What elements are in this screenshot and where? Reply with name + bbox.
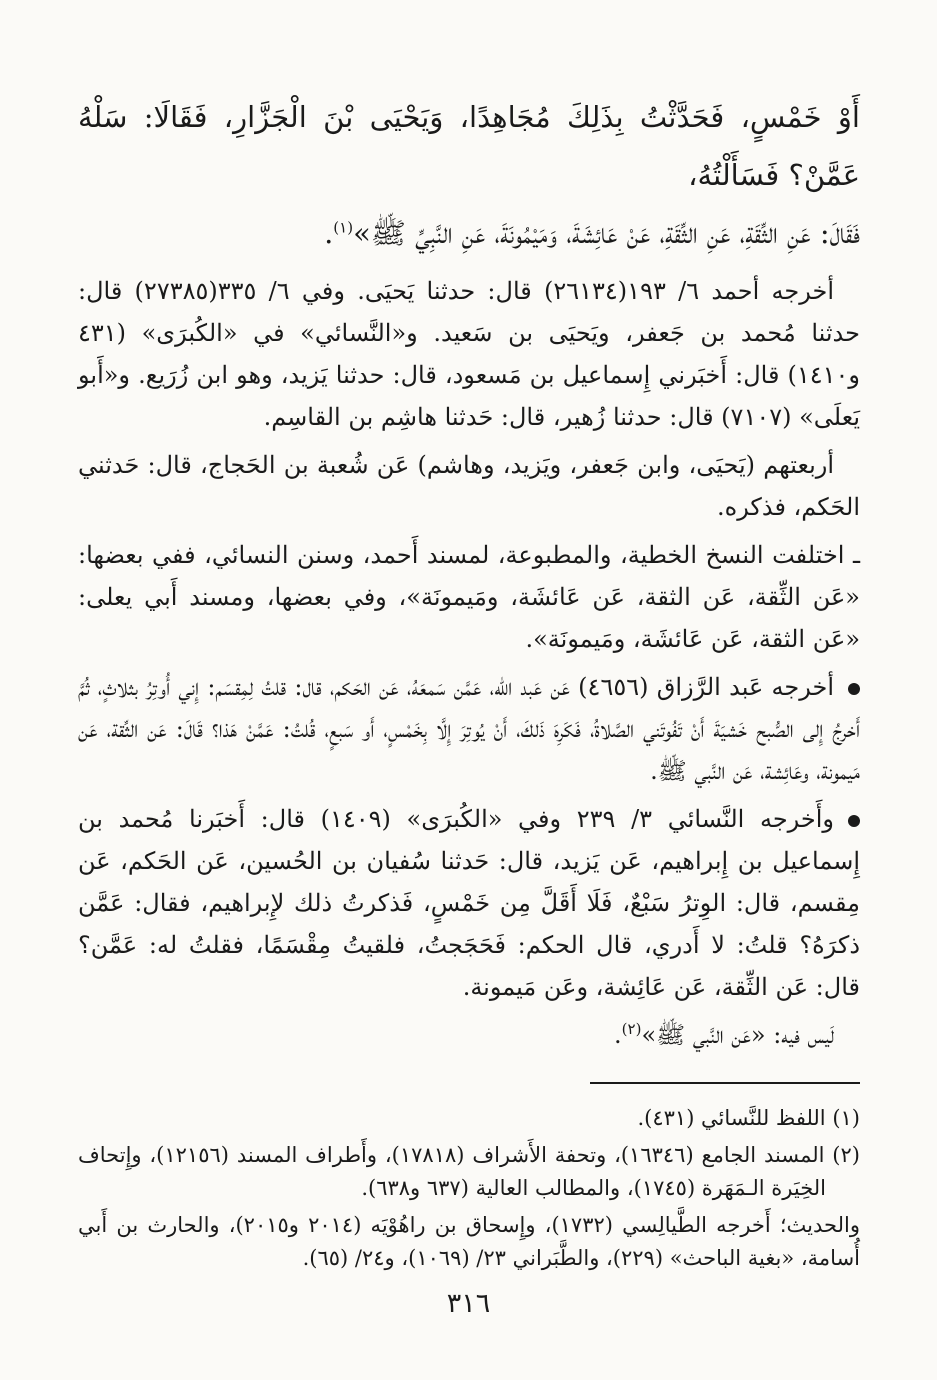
closing-end: . [614,1021,622,1049]
bullet-item [78,798,860,1008]
note-paragraph: ـ اختلفت النسخ الخطية، والمطبوعة، لمسند أَحمد، وسنن النسائي، ففي بعضها: «عَن الثِّقة، عَن الثقة، عَن عَائشَة، ومَيمونَة»، وفي بعضها، ومسند أَبي يعلى: «عَن الثقة، عَن عَائشَة، ومَيمونَة». [78,541,860,653]
bullet-dot-icon [848,683,860,695]
hadith-text-line-2 [78,204,860,262]
closing-text: لَيس فيه: «عَن النَّبي ﷺ» [641,1021,834,1049]
hadith-text: فَقَالَ: عَنِ الثِّقَةِ، عَنِ الثِّقَةِ، عَنْ عَائِشَةَ، وَمَيْمُونَةَ، عَنِ النَّبِيِّ ﷺ» [353,216,860,250]
footnote-ref-2: (٢) [621,1020,642,1038]
footnote-2: (٢) المسند الجامع (١٦٣٤٦)، وتحفة الأَشراف (١٧٨١٨)، وأَطراف المسند (١٢١٥٦)، وإِتحاف الخِيَرة الـمَهَرة (١٧٤٥)، والمطالب العالية (٦٣٧ و٦٣٨). [78,1143,860,1200]
bullet-text: وأَخرجه النَّسائي ٣/ ٢٣٩ وفي «الكُبرَى» (١٤٠٩) قال: أَخبَرنا مُحمد بن إِسماعيل بن إِبراهيم، عَن يَزيد، قال: حَدثنا سُفيان بن الحُسين، عَن الحَكم، عَن مِقسم، قال: الوِترُ سَبْعٌ، فَلَا أَقَلَّ مِن خَمْسٍ، فَذكرتُ ذلك لإِبراهيم، فقال: عَمَّن ذكرَهُ؟ قلتُ: لا أَدري، قال الحكم: فَحَجَجتُ، فلقيتُ مِقْسَمًا، فقلتُ له: عَمَّن؟ قال: عَن الثِّقة، عَن عَائِشة، وعَن مَيمونة. [78,805,861,1001]
hadith-text-line-1: أَوْ خَمْسٍ، فَحَدَّثْتُ بِذَلِكَ مُجَاهِدًا، وَيَحْيَى بْنَ الْجَزَّارِ، فَقَالَا: سَلْهُ عَمَّنْ؟ فَسَأَلْتُهُ، [78,100,860,192]
closing-note [78,1014,860,1056]
page-number: ٣١٦ [446,1288,491,1319]
footnote-2-continued: والحديث؛ أَخرجه الطَّيالِسي (١٧٣٢)، وإِسحاق بن راهُوْيَه (٢٠١٤ و٢٠١٥)، والحارث بن أَبي أُسامة، «بغية الباحث» (٢٢٩)، والطَّبَراني ٢٣/ (١٠٦٩)، و٢٤/ (٦٥). [78,1213,860,1270]
takhrij-paragraph: أخرجه أحمد ٦/ ١٩٣(٢٦١٣٤) قال: حدثنا يَحيَى. وفي ٦/ ٣٣٥(٢٧٣٨٥) قال: حدثنا مُحمد بن جَعفر، ويَحيَى بن سَعيد. و«النَّسائي» في «الكُبرَى» (٤٣١ و١٤١٠) قال: أَخبَرني إِسماعيل بن مَسعود، قال: حدثنا يَزيد، وهو ابن زُرَيع. و«أَبو يَعلَى» (٧١٠٧) قال: حدثنا زُهير، قال: حَدثنا هاشِم بن القاسِم. [78,277,860,431]
bullet-dot-icon [848,815,860,827]
footnote-ref-1: (١) [333,218,354,237]
hadith-end: . [324,216,334,250]
bullet-item [78,666,860,792]
summary-paragraph: أربعتهم (يَحيَى، وابن جَعفر، ويَزيد، وهاشم) عَن شُعبة بن الحَجاج، قال: حَدثني الحَكم، فذكره. [78,451,860,521]
footnote-separator [590,1082,860,1084]
footnote-1: (١) اللفظ للنَّسائي (٤٣١). [637,1106,860,1130]
page-body [78,88,860,1279]
bullet-text: أخرجه عَبد الرَّزاق (٤٦٥٦) عَن عَبد الله، عَمَّن سَمعَهُ، عَن الحَكم، قال: قلتُ لِمِقسَم: إِني أُوتِرُ بثلاثٍ، ثُمَّ أَخرجُ إِلى الصُّبح خَشيَةَ أَنْ تَفُوتَني الصَّلاةُ، فَكَرِهَ ذَلكَ، أَنْ يُوتِرَ إِلَّا بِخَمْسٍ، أَو سَبعٍ، قُلتُ: عَمَّنْ هَذا؟ قَالَ: عَن الثِّقة، عَن مَيمونة، وعَائِشة، عَن النَّبي ﷺ. [78,673,861,785]
